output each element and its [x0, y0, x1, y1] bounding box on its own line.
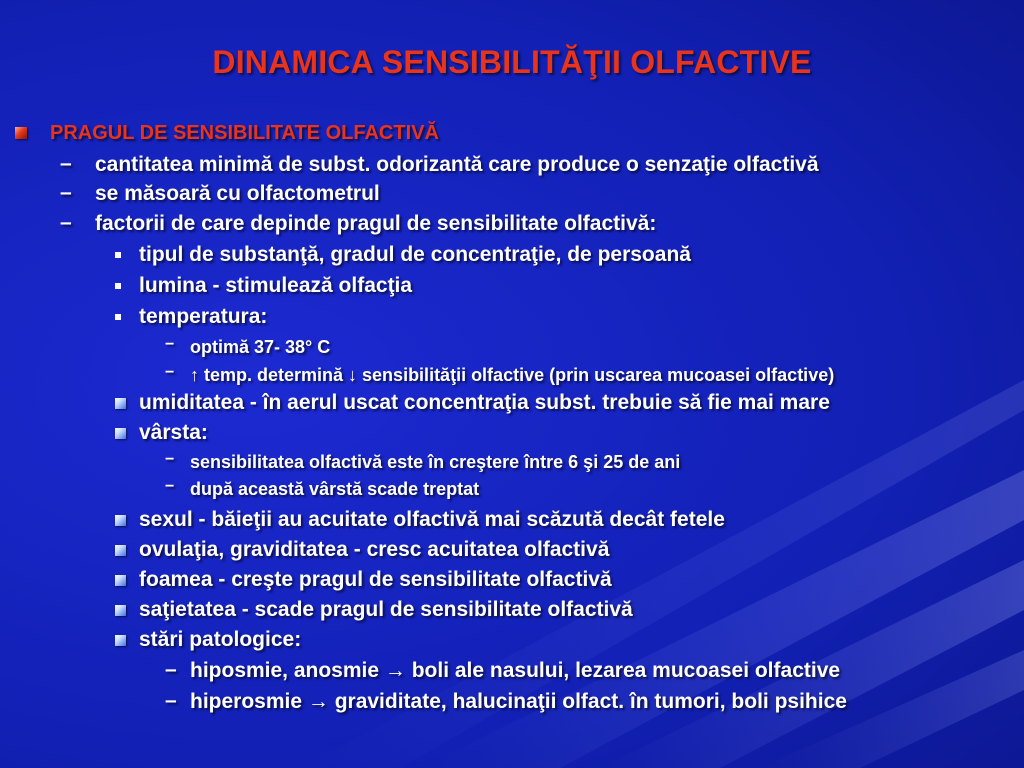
- dash-bullet-icon: −: [165, 478, 175, 495]
- blue-square-bullet-icon: [115, 545, 126, 556]
- list-item: sexul - băieţii au acuitate olfactivă mai scăzută decât fetele: [139, 508, 725, 531]
- white-square-bullet-icon: [115, 252, 121, 258]
- slide-title: DINAMICA SENSIBILITĂŢII OLFACTIVE: [212, 44, 812, 80]
- list-item: temperatura:: [139, 305, 268, 328]
- list-item: saţietatea - scade pragul de sensibilitate olfactivă: [139, 598, 633, 621]
- list-item: sensibilitatea olfactivă este în creştere între 6 şi 25 de ani: [190, 452, 681, 472]
- red-square-bullet-icon: [15, 127, 27, 139]
- list-item: se măsoară cu olfactometrul: [95, 182, 380, 205]
- list-item: factorii de care depinde pragul de sensibilitate olfactivă:: [95, 212, 657, 235]
- list-item: lumina - stimulează olfacţia: [139, 274, 413, 297]
- list-item: cantitatea minimă de subst. odorizantă care produce o senzaţie olfactivă: [95, 153, 819, 176]
- list-item: hiposmie, anosmie → boli ale nasului, lezarea mucoasei olfactive: [190, 659, 841, 682]
- list-item: stări patologice:: [139, 628, 302, 651]
- list-item: umiditatea - în aerul uscat concentraţia subst. trebuie să fie mai mare: [139, 391, 830, 414]
- list-item: după această vârstă scade treptat: [190, 479, 480, 499]
- dash-bullet-icon: −: [165, 451, 175, 468]
- dash-bullet-icon: −: [165, 364, 175, 381]
- list-item: ↑ temp. determină ↓ sensibilităţii olfactive (prin uscarea mucoasei olfactive): [190, 365, 835, 385]
- dash-bullet-icon: –: [165, 689, 177, 712]
- list-item: tipul de substanţă, gradul de concentraţie, de persoană: [139, 243, 691, 266]
- blue-square-bullet-icon: [115, 605, 126, 616]
- list-item: hiperosmie → graviditate, halucinaţii olfact. în tumori, boli psihice: [190, 690, 847, 713]
- blue-square-bullet-icon: [115, 635, 126, 646]
- blue-square-bullet-icon: [115, 575, 126, 586]
- dash-bullet-icon: –: [60, 211, 72, 234]
- blue-square-bullet-icon: [115, 428, 126, 439]
- white-square-bullet-icon: [115, 283, 121, 289]
- blue-square-bullet-icon: [115, 398, 126, 409]
- section-heading: PRAGUL DE SENSIBILITATE OLFACTIVĂ: [50, 122, 439, 144]
- list-item: vârsta:: [139, 421, 208, 444]
- dash-bullet-icon: –: [60, 181, 72, 204]
- white-square-bullet-icon: [115, 314, 121, 320]
- dash-bullet-icon: −: [165, 336, 175, 353]
- list-item: ovulaţia, graviditatea - cresc acuitatea olfactivă: [139, 538, 610, 561]
- dash-bullet-icon: –: [165, 658, 177, 681]
- blue-square-bullet-icon: [115, 515, 126, 526]
- dash-bullet-icon: –: [60, 152, 72, 175]
- list-item: foamea - creşte pragul de sensibilitate olfactivă: [139, 568, 612, 591]
- list-item: optimă 37- 38° C: [190, 337, 331, 357]
